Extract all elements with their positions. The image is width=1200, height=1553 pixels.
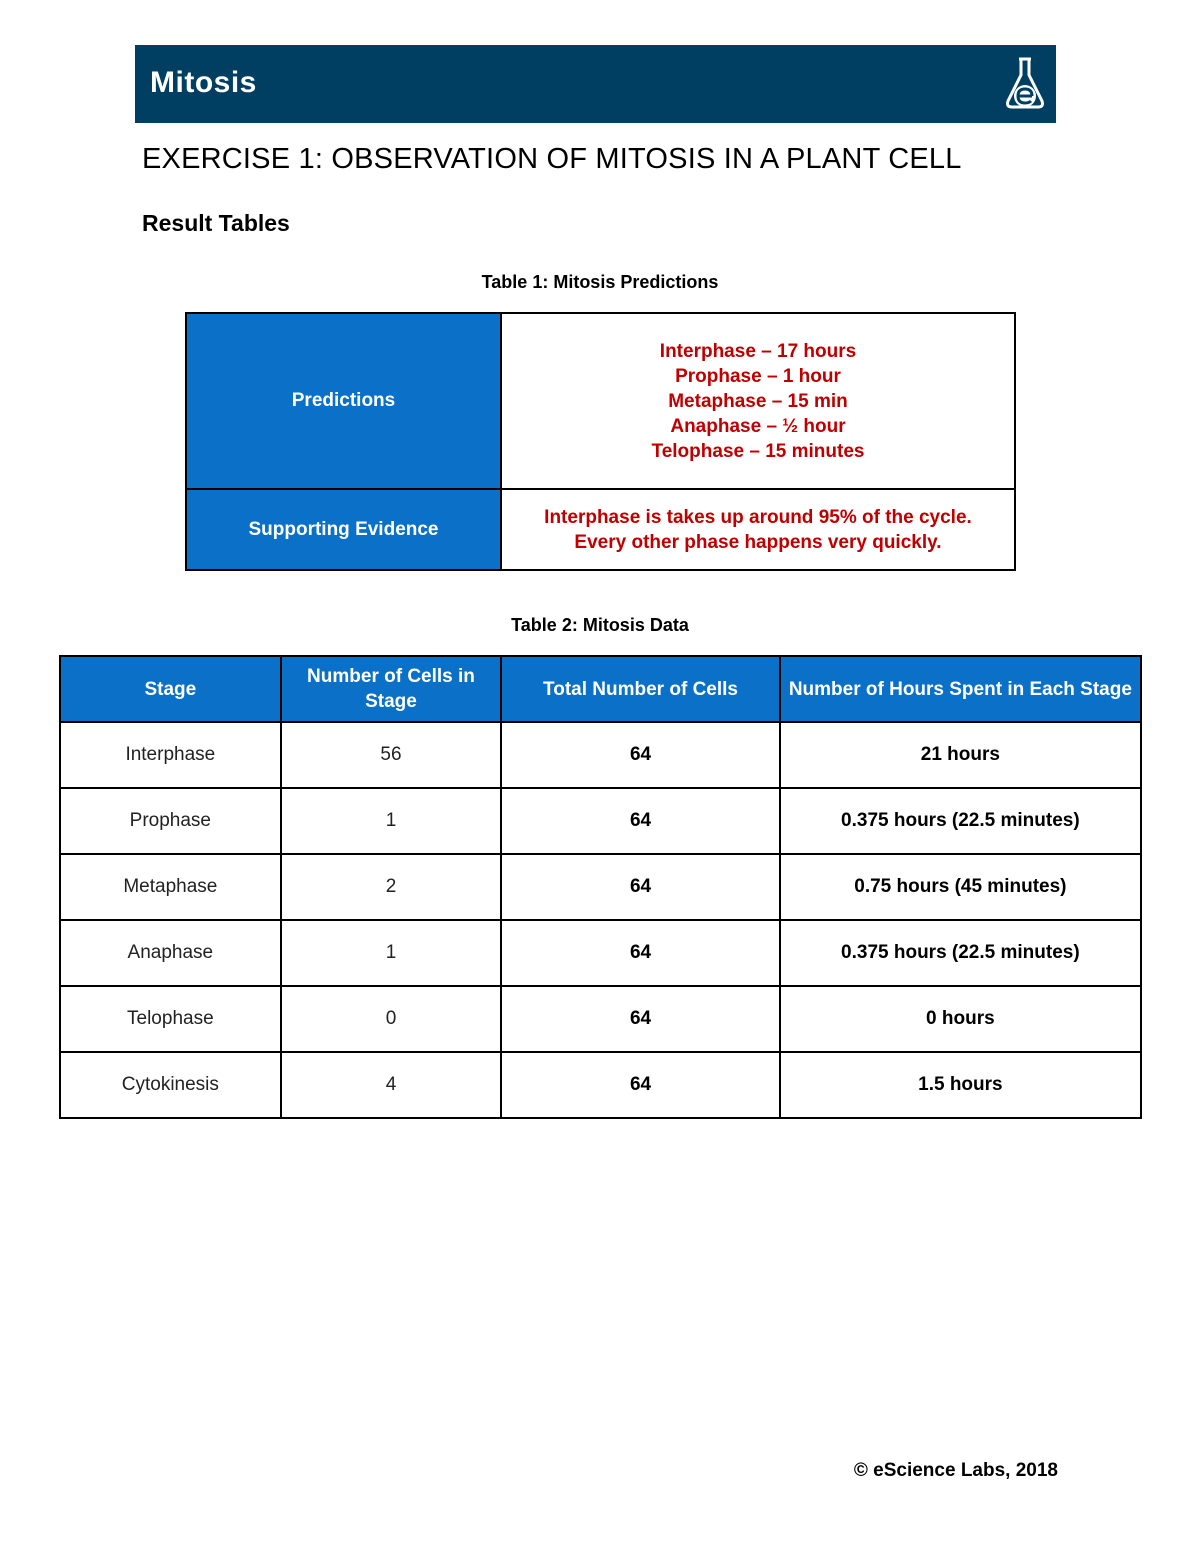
column-header-cells-in-stage: Number of Cells in Stage bbox=[281, 656, 502, 722]
stage-cell: Cytokinesis bbox=[60, 1052, 281, 1118]
prediction-line: Prophase – 1 hour bbox=[675, 365, 841, 387]
hours-cell: 0 hours bbox=[780, 986, 1141, 1052]
column-header-total-cells: Total Number of Cells bbox=[501, 656, 779, 722]
table1-caption: Table 1: Mitosis Predictions bbox=[481, 272, 719, 292]
prediction-line: Metaphase – 15 min bbox=[668, 390, 848, 412]
total-cells-cell: 64 bbox=[501, 920, 779, 986]
cells-in-stage-cell: 0 bbox=[281, 986, 502, 1052]
header-bar bbox=[135, 45, 1056, 123]
copyright-footer: © eScience Labs, 2018 bbox=[853, 1460, 1058, 1481]
evidence-line: Interphase is takes up around 95% of the cycle. bbox=[544, 506, 972, 528]
section-heading: Result Tables bbox=[142, 210, 290, 236]
stage-cell: Interphase bbox=[60, 722, 281, 788]
table-header-row bbox=[60, 656, 1141, 722]
hours-cell: 21 hours bbox=[780, 722, 1141, 788]
column-header-stage: Stage bbox=[60, 656, 281, 722]
prediction-line: Telophase – 15 minutes bbox=[651, 440, 865, 462]
total-cells-cell: 64 bbox=[501, 1052, 779, 1118]
stage-cell: Anaphase bbox=[60, 920, 281, 986]
hours-cell: 0.75 hours (45 minutes) bbox=[780, 854, 1141, 920]
predictions-table bbox=[185, 312, 1016, 571]
cells-in-stage-cell: 1 bbox=[281, 920, 502, 986]
stage-cell: Prophase bbox=[60, 788, 281, 854]
stage-cell: Metaphase bbox=[60, 854, 281, 920]
cells-in-stage-cell: 56 bbox=[281, 722, 502, 788]
predictions-value bbox=[501, 313, 1015, 489]
exercise-title: EXERCISE 1: OBSERVATION OF MITOSIS IN A PLANT CELL bbox=[142, 143, 962, 175]
prediction-line: Interphase – 17 hours bbox=[659, 340, 857, 362]
supporting-evidence-value bbox=[501, 489, 1015, 570]
hours-cell: 0.375 hours (22.5 minutes) bbox=[780, 920, 1141, 986]
prediction-line: Anaphase – ½ hour bbox=[670, 415, 846, 437]
cells-in-stage-cell: 2 bbox=[281, 854, 502, 920]
evidence-line: Every other phase happens very quickly. bbox=[574, 531, 942, 553]
table-row bbox=[60, 722, 1141, 788]
table-row bbox=[186, 313, 1015, 489]
table-row bbox=[60, 920, 1141, 986]
mitosis-data-table bbox=[59, 655, 1142, 1119]
table-row bbox=[60, 854, 1141, 920]
total-cells-cell: 64 bbox=[501, 986, 779, 1052]
stage-cell: Telophase bbox=[60, 986, 281, 1052]
cells-in-stage-cell: 1 bbox=[281, 788, 502, 854]
header-title: Mitosis bbox=[150, 66, 257, 99]
total-cells-cell: 64 bbox=[501, 722, 779, 788]
table-row bbox=[60, 788, 1141, 854]
total-cells-cell: 64 bbox=[501, 854, 779, 920]
cells-in-stage-cell: 4 bbox=[281, 1052, 502, 1118]
total-cells-cell: 64 bbox=[501, 788, 779, 854]
column-header-hours: Number of Hours Spent in Each Stage bbox=[780, 656, 1141, 722]
supporting-evidence-label: Supporting Evidence bbox=[186, 489, 501, 570]
table-row bbox=[186, 489, 1015, 570]
hours-cell: 0.375 hours (22.5 minutes) bbox=[780, 788, 1141, 854]
escience-flask-logo bbox=[1002, 55, 1048, 113]
table-row bbox=[60, 1052, 1141, 1118]
hours-cell: 1.5 hours bbox=[780, 1052, 1141, 1118]
table-row bbox=[60, 986, 1141, 1052]
table2-caption: Table 2: Mitosis Data bbox=[511, 615, 689, 635]
predictions-label: Predictions bbox=[186, 313, 501, 489]
